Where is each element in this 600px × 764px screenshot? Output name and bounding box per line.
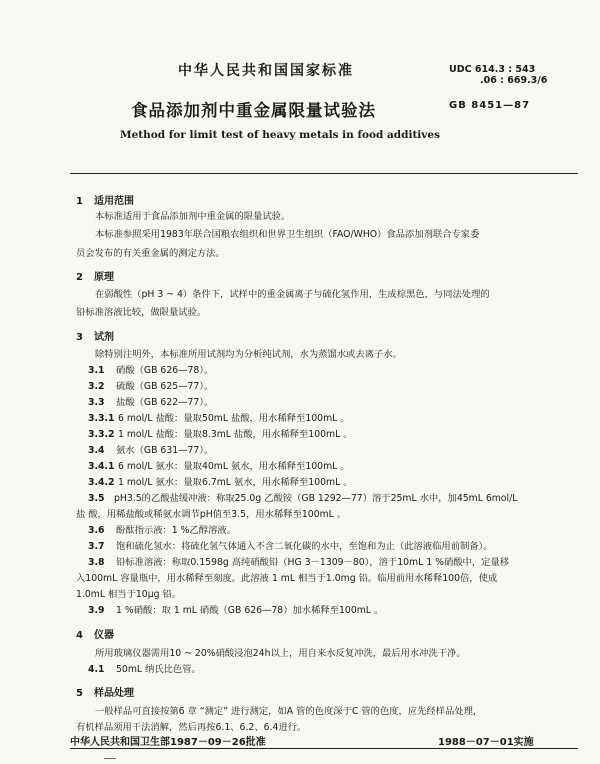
- header-divider: [70, 173, 578, 174]
- udc-code-line2: .06 : 669.3/6: [480, 75, 548, 86]
- section-5-para-1a: 一般样品可直接按第6 章 “测定” 进行测定，如A 管的色度深于C 管的色度，应先经样品处理，: [95, 706, 483, 717]
- document-title-en: Method for limit test of heavy metals in food additives: [120, 129, 440, 141]
- section-3-heading: 3 试剂: [76, 332, 114, 343]
- reagent-3-6: 3.6 酚酞指示液：1 %乙醇溶液。: [88, 525, 236, 536]
- footer-divider: [70, 748, 578, 749]
- section-1-para-1: 本标准适用于食品添加剂中重金属的限量试验。: [95, 211, 291, 222]
- reagent-3-9: 3.9 1 %硝酸：取 1 mL 硝酸（GB 626—78）加水稀释至100mL 。: [88, 605, 384, 616]
- gb-standard-number: GB 8451—87: [449, 100, 531, 111]
- reagent-item: 3.4 氨水（GB 631—77）。: [88, 445, 214, 456]
- page-mark: [104, 758, 116, 759]
- reagent-3-5-line1: 3.5 pH3.5的乙酸盐缓冲液：称取25.0g 乙酸铵（GB 1292—77）溶于25mL 水中，加45mL 6mol/L: [88, 493, 518, 504]
- reagent-item: 3.1 硝酸（GB 626—78）。: [88, 365, 214, 376]
- section-5-para-1b: 有机样品须用干法消解，然后再按6.1、6.2、6.4进行。: [76, 722, 307, 733]
- reagent-3-8-line1: 3.8 铅标准溶液：称取0.1598g 高纯硝酸铅（HG 3－1309－80），溶于10mL 1 %硝酸中，定量移: [88, 557, 510, 568]
- section-2-para-1b: 铅标准溶液比较，做限量试验。: [76, 307, 207, 318]
- reagent-item: 3.3.2 1 mol/L 盐酸：量取8.3mL 盐酸，用水稀释至100mL 。: [88, 429, 353, 440]
- section-4-para-1: 所用玻璃仪器需用10 ~ 20%硝酸浸泡24h以上，用自来水反复冲洗，最后用水冲洗干净。: [95, 648, 466, 659]
- section-3-intro: 除特别注明外，本标准所用试剂均为分析纯试剂，水为蒸馏水或去离子水。: [95, 349, 402, 360]
- reagent-item: 3.4.1 6 mol/L 氨水：量取40mL 氨水，用水稀释至100mL 。: [88, 461, 350, 472]
- reagent-3-8-line2: 入100mL 容量瓶中，用水稀释至刻度。此溶液 1 mL 相当于1.0mg 铅。临用前用水稀释100倍，使成: [76, 573, 498, 584]
- reagent-item: 3.3 盐酸（GB 622—77）。: [88, 397, 214, 408]
- section-4-heading: 4 仪器: [76, 630, 114, 641]
- effective-date: 1988－07－01实施: [438, 737, 534, 748]
- section-1-para-2b: 员会发布的有关重金属的测定方法。: [76, 248, 225, 259]
- reagent-item: 3.3.1 6 mol/L 盐酸：量取50mL 盐酸，用水稀释至100mL 。: [88, 413, 350, 424]
- section-2-heading: 2 原理: [76, 272, 114, 283]
- approval-date: 中华人民共和国卫生部1987－09－26批准: [70, 737, 266, 748]
- section-5-heading: 5 样品处理: [76, 688, 134, 699]
- reagent-3-5-line2: 盐 酸，用稀盐酸或稀氨水调节pH值至3.5，用水稀释至100mL 。: [76, 509, 347, 520]
- instrument-4-1: 4.1 50mL 纳氏比色管。: [88, 664, 201, 675]
- udc-code-line1: UDC 614.3 : 543: [449, 64, 536, 75]
- issuing-organization: 中华人民共和国国家标准: [178, 63, 354, 79]
- section-1-heading: 1 适用范围: [76, 196, 134, 207]
- reagent-3-7: 3.7 饱和硫化氢水：将硫化氢气体通入不含二氧化碳的水中，至饱和为止（此溶液临用前制备）。: [88, 541, 493, 552]
- reagent-item: 3.4.2 1 mol/L 氨水：量取6.7mL 氨水，用水稀释至100mL 。: [88, 477, 353, 488]
- section-1-para-2a: 本标准参照采用1983年联合国粮农组织和世界卫生组织（FAO/WHO）食品添加剂联合专家委: [95, 229, 480, 240]
- section-2-para-1a: 在弱酸性（pH 3 ~ 4）条件下，试样中的重金属离子与硫化氢作用，生成棕黑色，与同法处理的: [95, 289, 490, 300]
- reagent-3-8-line3: 1.0mL 相当于10μg 铅。: [76, 589, 182, 600]
- reagent-item: 3.2 硫酸（GB 625—77）。: [88, 381, 214, 392]
- document-title-zh: 食品添加剂中重金属限量试验法: [131, 101, 376, 120]
